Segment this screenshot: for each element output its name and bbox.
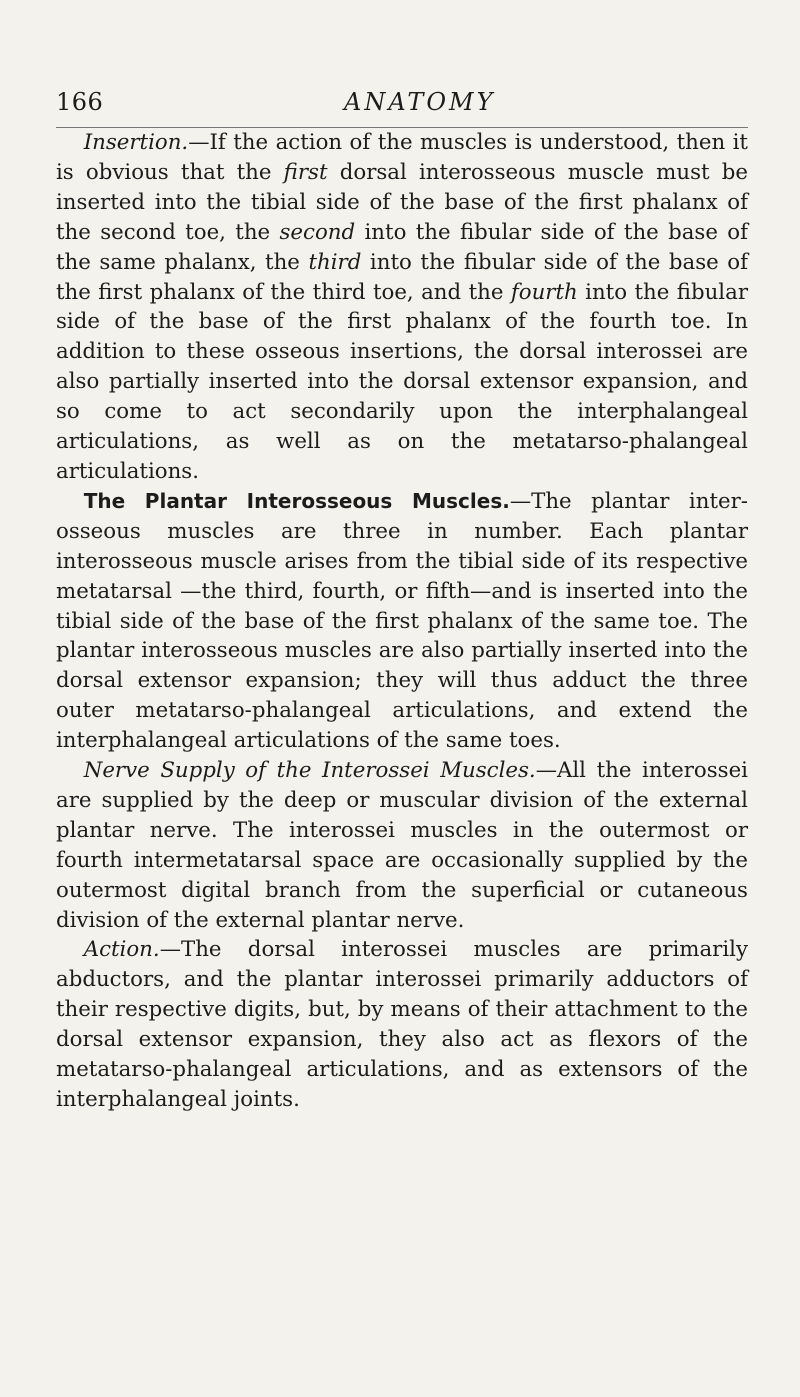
paragraph-text: —If the action of the muscles is understood, then it is obvious that the <box>56 130 748 185</box>
paragraph-insertion <box>56 128 748 487</box>
paragraph-text: dorsal interosseous muscle must be inserted into the tibial side of the base of the first phalanx of the second toe, the <box>56 159 748 245</box>
emphasis-fourth: fourth <box>510 279 578 305</box>
paragraph-text: into the fibular side of the base of the same phalanx, the <box>56 219 749 275</box>
page-header <box>56 88 748 124</box>
paragraph-text: into the fibular side of the base of the first phalanx of the third toe, and the <box>56 249 748 305</box>
paragraph-nerve-supply <box>56 756 748 935</box>
paragraph-plantar-interosseous <box>56 487 748 756</box>
page-number: 166 <box>56 88 104 116</box>
paragraph-lead-insertion: Insertion. <box>83 130 189 155</box>
paragraph-text: into the fibular side of the base of the first phalanx of the fourth toe. In addition to these osseous insertions, the dorsal interossei are also partially inserted into the dorsal extensor expansion, and so come to act secondarily upon the interphalangeal articulations, as well as on the metatarso-phalangeal articulations. <box>56 279 748 484</box>
paragraph-text: —All the interossei are supplied by the deep or muscular division of the external plantar nerve. The interossei muscles in the outermost or fourth intermetatarsal space are occasionally supplied by the outermost digital branch from the superficial or cutaneous division of the external plantar nerve. <box>56 758 748 933</box>
paragraph-text: —The plantar inter-osseous muscles are three in number. Each plantar interosseous muscle arises from the tibial side of its respective metatarsal —the third, fourth, or fifth—and is inserted into the tibial side of the base of the first phalanx of the same toe. The plantar interosseous muscles are also partially inserted into the dorsal extensor expansion; they will thus adduct the three outer metatarso-phalangeal articulations, and extend the interphalangeal articulations of the same toes. <box>56 488 748 754</box>
body-text <box>56 128 748 1115</box>
paragraph-lead-action: Action. <box>83 937 160 963</box>
paragraph-text: —The dorsal interossei muscles are primarily abductors, and the plantar interossei primarily adductors of their respective digits, but, by means of their attachment to the dorsal extensor expansion, they also act as flexors of the metatarso-phalangeal articulations, and as extensors of the interphalangeal joints. <box>56 937 748 1112</box>
running-head: ANATOMY <box>344 88 496 116</box>
paragraph-action <box>56 935 748 1114</box>
paragraph-lead-nerve-supply: Nerve Supply of the Interossei Muscles. <box>83 758 536 784</box>
emphasis-first: first <box>283 159 328 185</box>
section-heading-plantar-interosseous: The Plantar Interosseous Muscles. <box>83 488 510 513</box>
emphasis-second: second <box>279 219 356 245</box>
book-page <box>56 88 749 1112</box>
emphasis-third: third <box>308 249 362 275</box>
